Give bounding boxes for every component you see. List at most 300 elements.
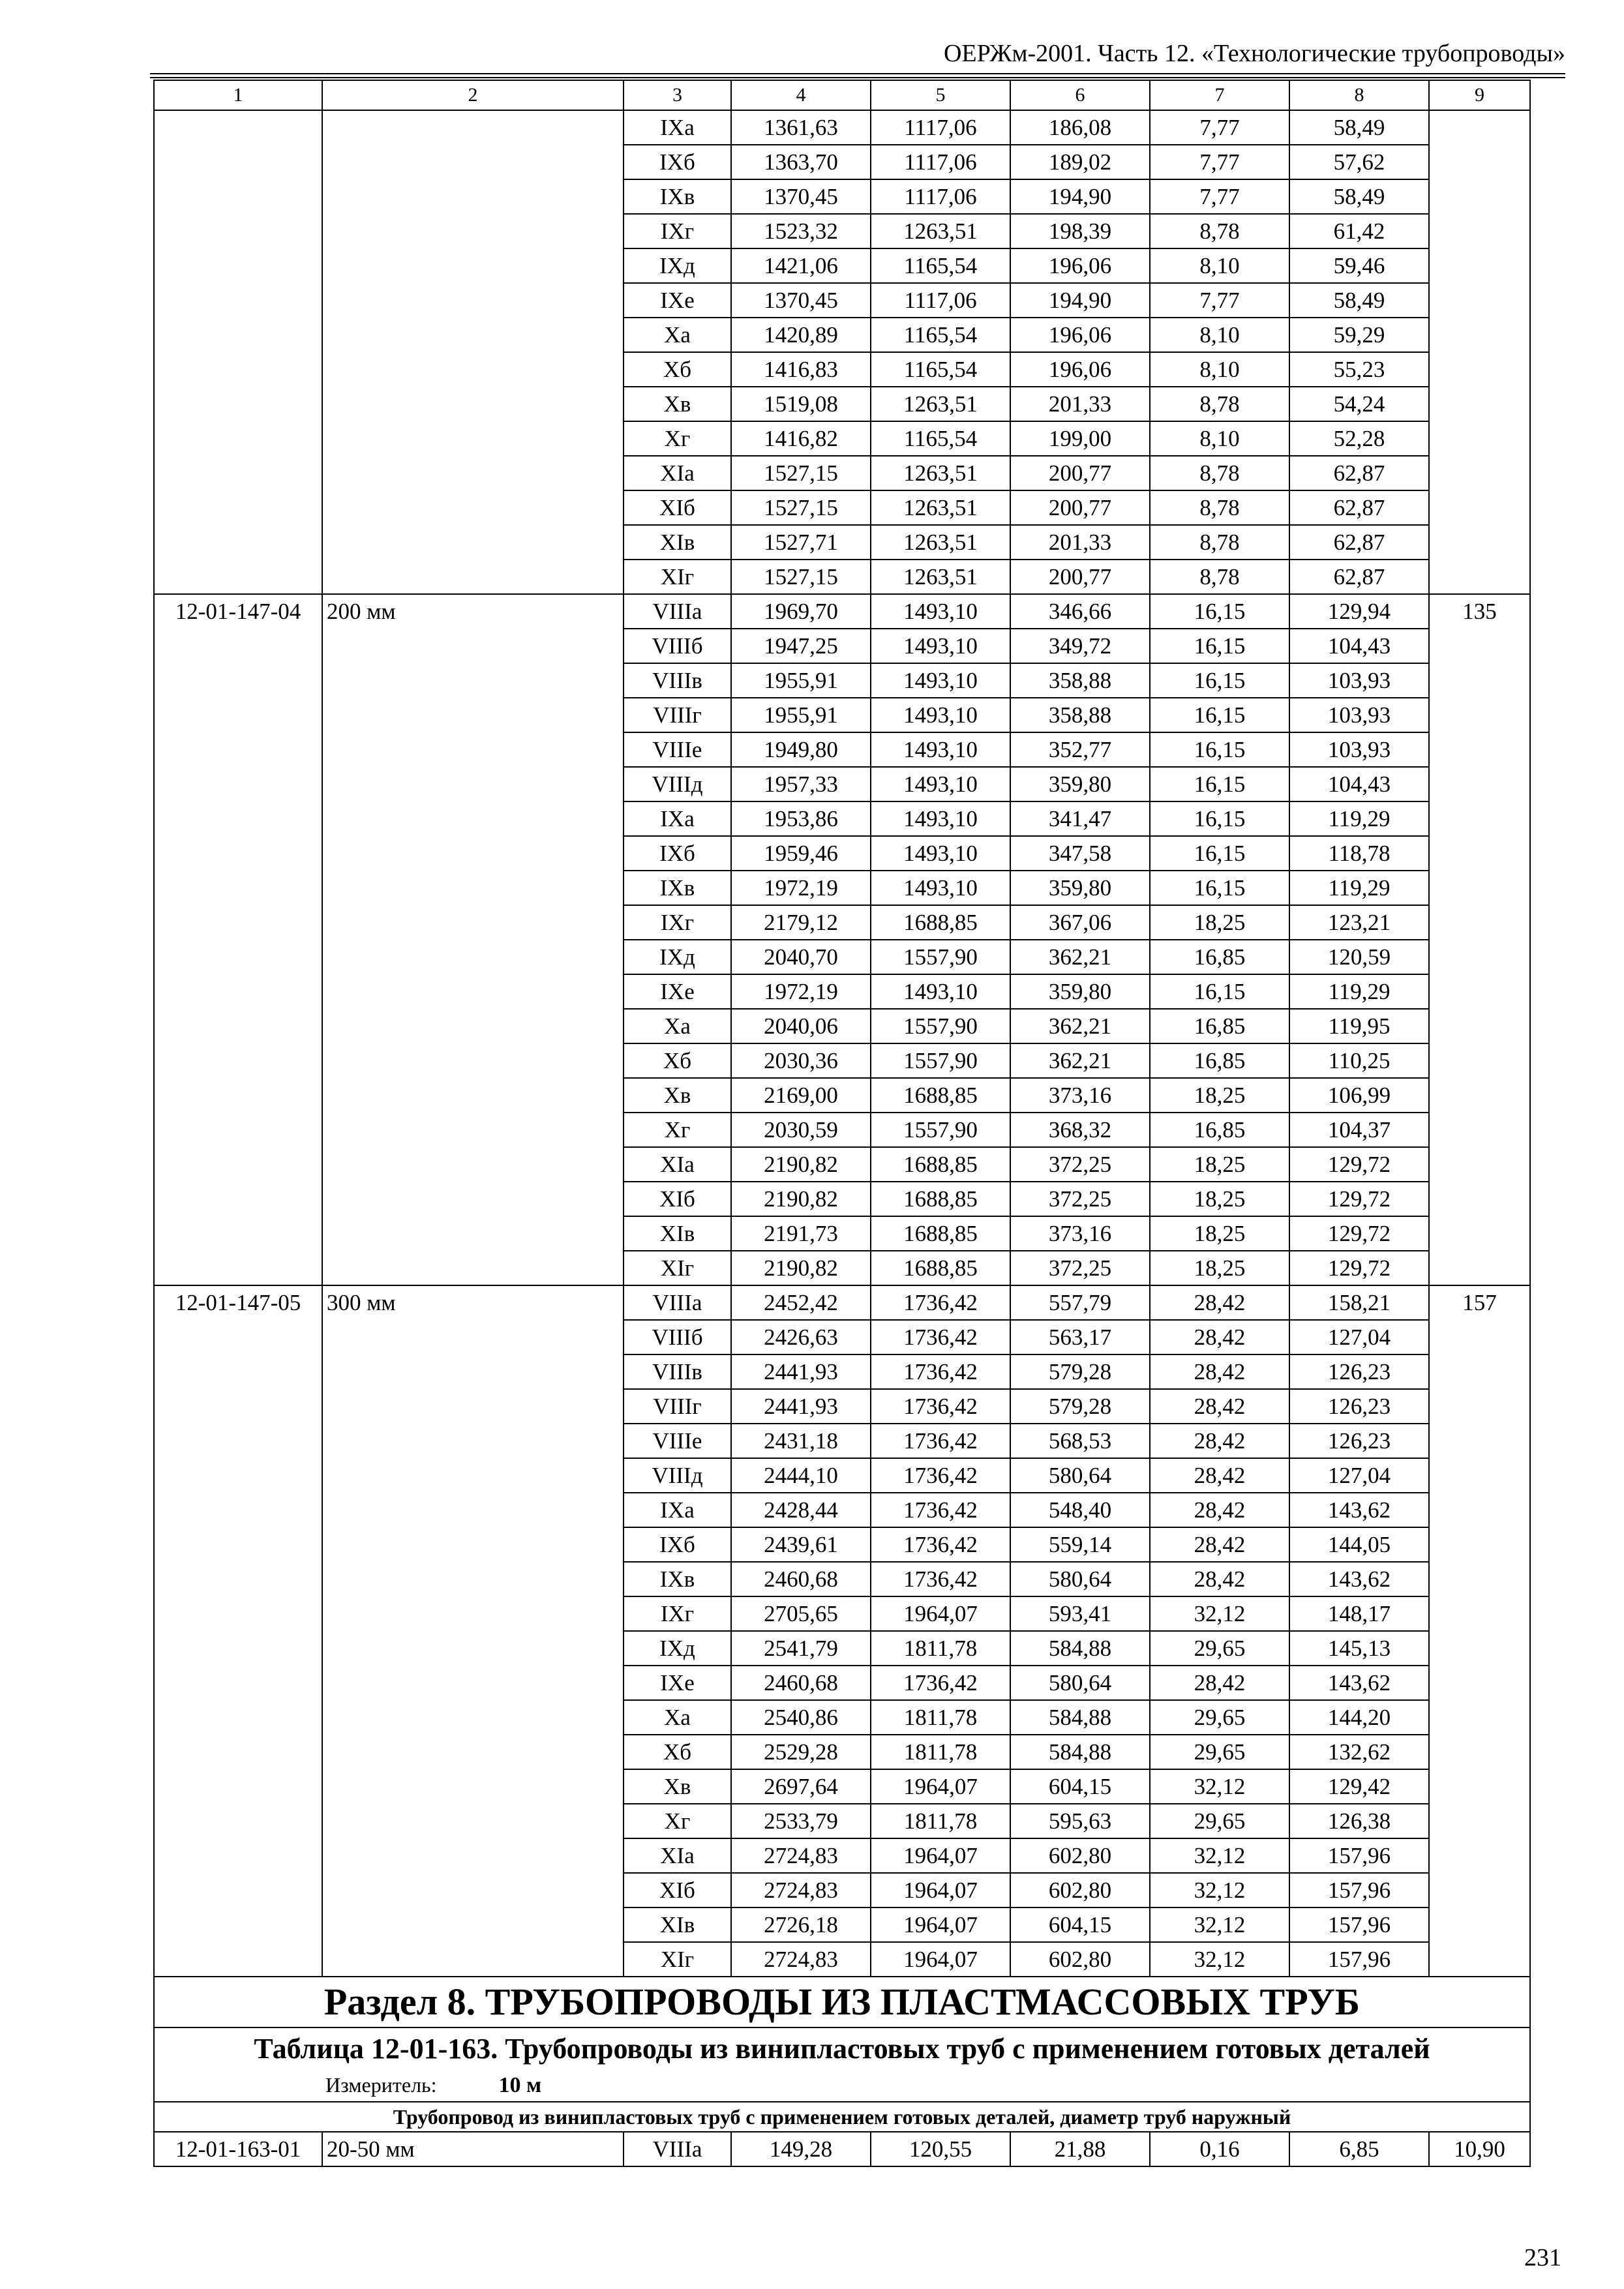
value-cell: 362,21 <box>1010 1043 1150 1078</box>
rate-code: 12-01-163-01 <box>154 2132 322 2166</box>
value-cell: 1263,51 <box>871 560 1010 594</box>
value-cell: 120,59 <box>1289 940 1429 974</box>
value-cell: 196,06 <box>1010 318 1150 352</box>
value-cell: 1165,54 <box>871 421 1010 456</box>
value-cell: 186,08 <box>1010 110 1150 145</box>
value-cell: 62,87 <box>1289 560 1429 594</box>
value-cell: 132,62 <box>1289 1735 1429 1769</box>
value-cell: 352,77 <box>1010 732 1150 767</box>
value-cell: 1493,10 <box>871 732 1010 767</box>
section-title: Раздел 8. ТРУБОПРОВОДЫ ИЗ ПЛАСТМАССОВЫХ ТРУБ <box>154 1977 1530 2027</box>
value-cell: 2190,82 <box>731 1147 871 1182</box>
zone-cell: XIв <box>624 1908 731 1942</box>
value-cell: 359,80 <box>1010 767 1150 801</box>
value-cell: 1165,54 <box>871 352 1010 387</box>
value-cell: 2529,28 <box>731 1735 871 1769</box>
rate-name: 200 мм <box>322 594 624 1285</box>
value-cell: 580,64 <box>1010 1458 1150 1493</box>
value-cell: 2179,12 <box>731 905 871 940</box>
value-cell: 1263,51 <box>871 456 1010 490</box>
value-cell: 1165,54 <box>871 318 1010 352</box>
value-cell: 201,33 <box>1010 387 1150 421</box>
value-cell: 52,28 <box>1289 421 1429 456</box>
value-cell: 129,72 <box>1289 1251 1429 1285</box>
value-cell: 563,17 <box>1010 1320 1150 1354</box>
value-cell: 1688,85 <box>871 1182 1010 1216</box>
value-cell: 2426,63 <box>731 1320 871 1354</box>
value-cell: 2040,06 <box>731 1009 871 1043</box>
value-cell: 1964,07 <box>871 1596 1010 1631</box>
value-cell: 2040,70 <box>731 940 871 974</box>
value-cell: 143,62 <box>1289 1562 1429 1596</box>
value-cell: 1964,07 <box>871 1942 1010 1977</box>
column-number: 1 <box>154 80 322 110</box>
value-cell: 16,15 <box>1150 767 1289 801</box>
value-cell: 1493,10 <box>871 801 1010 836</box>
value-cell: 1363,70 <box>731 145 871 179</box>
value-cell: 341,47 <box>1010 801 1150 836</box>
value-cell: 29,65 <box>1150 1804 1289 1838</box>
value-cell: 126,38 <box>1289 1804 1429 1838</box>
value-cell: 8,78 <box>1150 525 1289 560</box>
zone-cell: XIб <box>624 1873 731 1908</box>
value-cell: 2460,68 <box>731 1666 871 1700</box>
value-cell: 157,96 <box>1289 1838 1429 1873</box>
zone-cell: IXд <box>624 1631 731 1666</box>
zone-cell: IXг <box>624 1596 731 1631</box>
value-cell: 1811,78 <box>871 1700 1010 1735</box>
zone-cell: IXв <box>624 1562 731 1596</box>
value-cell: 359,80 <box>1010 974 1150 1009</box>
column-9-value: 157 <box>1429 1285 1530 1977</box>
value-cell: 2190,82 <box>731 1182 871 1216</box>
value-cell: 149,28 <box>731 2132 871 2166</box>
value-cell: 194,90 <box>1010 179 1150 214</box>
zone-cell: Xб <box>624 1735 731 1769</box>
zone-cell: Xа <box>624 318 731 352</box>
value-cell: 16,15 <box>1150 974 1289 1009</box>
subheading-row <box>154 2102 1530 2132</box>
zone-cell: VIIIб <box>624 629 731 663</box>
value-cell: 579,28 <box>1010 1389 1150 1424</box>
column-9-value: 135 <box>1429 594 1530 1285</box>
value-cell: 1420,89 <box>731 318 871 352</box>
zone-cell: IXг <box>624 214 731 248</box>
value-cell: 199,00 <box>1010 421 1150 456</box>
value-cell: 8,10 <box>1150 352 1289 387</box>
value-cell: 2169,00 <box>731 1078 871 1113</box>
value-cell: 129,72 <box>1289 1182 1429 1216</box>
value-cell: 358,88 <box>1010 698 1150 732</box>
value-cell: 123,21 <box>1289 905 1429 940</box>
value-cell: 1493,10 <box>871 871 1010 905</box>
value-cell: 2724,83 <box>731 1942 871 1977</box>
zone-cell: IXб <box>624 145 731 179</box>
zone-cell: Xа <box>624 1700 731 1735</box>
value-cell: 28,42 <box>1150 1424 1289 1458</box>
zone-cell: VIIIд <box>624 1458 731 1493</box>
value-cell: 1493,10 <box>871 629 1010 663</box>
zone-cell: IXе <box>624 974 731 1009</box>
value-cell: 1972,19 <box>731 871 871 905</box>
value-cell: 104,43 <box>1289 629 1429 663</box>
rate-code: 12-01-147-05 <box>154 1285 322 1977</box>
zone-cell: XIг <box>624 1251 731 1285</box>
value-cell: 1557,90 <box>871 1009 1010 1043</box>
zone-cell: XIв <box>624 1216 731 1251</box>
value-cell: 372,25 <box>1010 1251 1150 1285</box>
value-cell: 1736,42 <box>871 1354 1010 1389</box>
zone-cell: Xа <box>624 1009 731 1043</box>
value-cell: 8,78 <box>1150 214 1289 248</box>
value-cell: 1263,51 <box>871 214 1010 248</box>
value-cell: 143,62 <box>1289 1493 1429 1527</box>
value-cell: 1117,06 <box>871 283 1010 318</box>
value-cell: 2441,93 <box>731 1389 871 1424</box>
value-cell: 604,15 <box>1010 1908 1150 1942</box>
value-cell: 57,62 <box>1289 145 1429 179</box>
value-cell: 16,15 <box>1150 836 1289 871</box>
value-cell: 129,42 <box>1289 1769 1429 1804</box>
value-cell: 29,65 <box>1150 1700 1289 1735</box>
value-cell: 1964,07 <box>871 1908 1010 1942</box>
value-cell: 1736,42 <box>871 1527 1010 1562</box>
value-cell: 1957,33 <box>731 767 871 801</box>
value-cell: 2726,18 <box>731 1908 871 1942</box>
value-cell: 144,05 <box>1289 1527 1429 1562</box>
value-cell: 2441,93 <box>731 1354 871 1389</box>
zone-cell: Xв <box>624 1078 731 1113</box>
value-cell: 1736,42 <box>871 1389 1010 1424</box>
value-cell: 1736,42 <box>871 1424 1010 1458</box>
value-cell: 1688,85 <box>871 1078 1010 1113</box>
value-cell: 1421,06 <box>731 248 871 283</box>
value-cell: 200,77 <box>1010 490 1150 525</box>
value-cell: 106,99 <box>1289 1078 1429 1113</box>
zone-cell: IXв <box>624 871 731 905</box>
value-cell: 62,87 <box>1289 525 1429 560</box>
value-cell: 59,46 <box>1289 248 1429 283</box>
value-cell: 1117,06 <box>871 145 1010 179</box>
column-number: 2 <box>322 80 624 110</box>
value-cell: 362,21 <box>1010 940 1150 974</box>
zone-cell: VIIIв <box>624 1354 731 1389</box>
value-cell: 18,25 <box>1150 1078 1289 1113</box>
zone-cell: XIг <box>624 1942 731 1977</box>
value-cell: 119,29 <box>1289 974 1429 1009</box>
value-cell: 1370,45 <box>731 179 871 214</box>
value-cell: 127,04 <box>1289 1458 1429 1493</box>
value-cell: 200,77 <box>1010 456 1150 490</box>
value-cell: 32,12 <box>1150 1596 1289 1631</box>
value-cell: 1493,10 <box>871 974 1010 1009</box>
column-number: 6 <box>1010 80 1150 110</box>
value-cell: 126,23 <box>1289 1424 1429 1458</box>
zone-cell: IXе <box>624 1666 731 1700</box>
value-cell: 32,12 <box>1150 1873 1289 1908</box>
value-cell: 126,23 <box>1289 1354 1429 1389</box>
value-cell: 8,78 <box>1150 490 1289 525</box>
table-row <box>154 594 1530 629</box>
value-cell: 126,23 <box>1289 1389 1429 1424</box>
value-cell: 568,53 <box>1010 1424 1150 1458</box>
zone-cell: IXг <box>624 905 731 940</box>
value-cell: 16,15 <box>1150 732 1289 767</box>
value-cell: 2540,86 <box>731 1700 871 1735</box>
value-cell: 54,24 <box>1289 387 1429 421</box>
value-cell: 1969,70 <box>731 594 871 629</box>
value-cell: 129,72 <box>1289 1216 1429 1251</box>
value-cell: 10,90 <box>1429 2132 1530 2166</box>
value-cell: 18,25 <box>1150 1147 1289 1182</box>
value-cell: 373,16 <box>1010 1078 1150 1113</box>
zone-cell: VIIIа <box>624 1285 731 1320</box>
rate-code: 12-01-147-04 <box>154 594 322 1285</box>
section-row <box>154 1977 1530 2027</box>
value-cell: 157,96 <box>1289 1942 1429 1977</box>
value-cell: 7,77 <box>1150 283 1289 318</box>
value-cell: 129,72 <box>1289 1147 1429 1182</box>
value-cell: 62,87 <box>1289 490 1429 525</box>
zone-cell: VIIIг <box>624 1389 731 1424</box>
value-cell: 143,62 <box>1289 1666 1429 1700</box>
value-cell: 373,16 <box>1010 1216 1150 1251</box>
value-cell: 120,55 <box>871 2132 1010 2166</box>
value-cell: 145,13 <box>1289 1631 1429 1666</box>
table-row <box>154 110 1530 145</box>
value-cell: 58,49 <box>1289 110 1429 145</box>
value-cell: 104,37 <box>1289 1113 1429 1147</box>
value-cell: 2428,44 <box>731 1493 871 1527</box>
value-cell: 1519,08 <box>731 387 871 421</box>
value-cell: 1493,10 <box>871 767 1010 801</box>
value-cell: 368,32 <box>1010 1113 1150 1147</box>
table-subheading: Трубопровод из винипластовых труб с применением готовых деталей, диаметр труб наружный <box>154 2102 1530 2132</box>
value-cell: 359,80 <box>1010 871 1150 905</box>
page-number: 231 <box>1524 2244 1561 2271</box>
column-number: 7 <box>1150 80 1289 110</box>
value-cell: 28,42 <box>1150 1285 1289 1320</box>
value-cell: 372,25 <box>1010 1182 1150 1216</box>
value-cell: 7,77 <box>1150 110 1289 145</box>
value-cell: 1493,10 <box>871 663 1010 698</box>
column-number: 3 <box>624 80 731 110</box>
zone-cell: VIIIд <box>624 767 731 801</box>
value-cell: 2460,68 <box>731 1562 871 1596</box>
value-cell: 18,25 <box>1150 905 1289 940</box>
column-number: 8 <box>1289 80 1429 110</box>
value-cell: 2431,18 <box>731 1424 871 1458</box>
value-cell: 7,77 <box>1150 145 1289 179</box>
value-cell: 201,33 <box>1010 525 1150 560</box>
value-cell: 16,15 <box>1150 594 1289 629</box>
value-cell: 55,23 <box>1289 352 1429 387</box>
zone-cell: Xг <box>624 421 731 456</box>
value-cell: 1527,15 <box>731 560 871 594</box>
value-cell: 362,21 <box>1010 1009 1150 1043</box>
zone-cell: VIIIе <box>624 732 731 767</box>
value-cell: 602,80 <box>1010 1873 1150 1908</box>
zone-cell: VIIIг <box>624 698 731 732</box>
value-cell: 2190,82 <box>731 1251 871 1285</box>
value-cell: 58,49 <box>1289 179 1429 214</box>
zone-cell: Xв <box>624 387 731 421</box>
value-cell: 28,42 <box>1150 1320 1289 1354</box>
value-cell: 1117,06 <box>871 179 1010 214</box>
value-cell: 1972,19 <box>731 974 871 1009</box>
value-cell: VIIIа <box>624 2132 731 2166</box>
value-cell: 580,64 <box>1010 1562 1150 1596</box>
value-cell: 372,25 <box>1010 1147 1150 1182</box>
value-cell: 1955,91 <box>731 698 871 732</box>
value-cell: 1964,07 <box>871 1838 1010 1873</box>
value-cell: 16,85 <box>1150 1113 1289 1147</box>
value-cell: 1811,78 <box>871 1735 1010 1769</box>
value-cell: 1557,90 <box>871 1113 1010 1147</box>
value-cell: 194,90 <box>1010 283 1150 318</box>
zone-cell: Xг <box>624 1804 731 1838</box>
value-cell: 16,15 <box>1150 629 1289 663</box>
value-cell: 119,29 <box>1289 801 1429 836</box>
value-cell: 16,15 <box>1150 801 1289 836</box>
column-number: 5 <box>871 80 1010 110</box>
value-cell: 103,93 <box>1289 663 1429 698</box>
value-cell: 2724,83 <box>731 1873 871 1908</box>
value-cell: 8,78 <box>1150 456 1289 490</box>
value-cell: 1361,63 <box>731 110 871 145</box>
value-cell: 1557,90 <box>871 940 1010 974</box>
value-cell: 2191,73 <box>731 1216 871 1251</box>
value-cell: 157,96 <box>1289 1873 1429 1908</box>
value-cell: 32,12 <box>1150 1942 1289 1977</box>
value-cell: 1493,10 <box>871 698 1010 732</box>
value-cell: 1263,51 <box>871 387 1010 421</box>
value-cell: 595,63 <box>1010 1804 1150 1838</box>
zone-cell: IXб <box>624 836 731 871</box>
zone-cell: XIб <box>624 1182 731 1216</box>
value-cell: 32,12 <box>1150 1838 1289 1873</box>
value-cell: 32,12 <box>1150 1908 1289 1942</box>
value-cell: 1370,45 <box>731 283 871 318</box>
value-cell: 1964,07 <box>871 1769 1010 1804</box>
value-cell: 2030,59 <box>731 1113 871 1147</box>
value-cell: 1416,82 <box>731 421 871 456</box>
value-cell: 119,29 <box>1289 871 1429 905</box>
value-cell: 16,15 <box>1150 698 1289 732</box>
value-cell: 16,85 <box>1150 1043 1289 1078</box>
value-cell: 103,93 <box>1289 698 1429 732</box>
column-number: 4 <box>731 80 871 110</box>
zone-cell: XIа <box>624 456 731 490</box>
value-cell: 2030,36 <box>731 1043 871 1078</box>
value-cell: 557,79 <box>1010 1285 1150 1320</box>
value-cell: 8,10 <box>1150 421 1289 456</box>
value-cell: 584,88 <box>1010 1735 1150 1769</box>
value-cell: 18,25 <box>1150 1216 1289 1251</box>
value-cell: 2697,64 <box>731 1769 871 1804</box>
value-cell: 127,04 <box>1289 1320 1429 1354</box>
zone-cell: Xб <box>624 1043 731 1078</box>
value-cell: 1527,15 <box>731 456 871 490</box>
value-cell: 1263,51 <box>871 490 1010 525</box>
value-cell: 1811,78 <box>871 1631 1010 1666</box>
zone-cell: Xг <box>624 1113 731 1147</box>
value-cell: 1736,42 <box>871 1493 1010 1527</box>
value-cell: 1416,83 <box>731 352 871 387</box>
value-cell: 349,72 <box>1010 629 1150 663</box>
unit-row <box>154 2070 1530 2102</box>
unit-label: Измеритель: <box>325 2073 437 2097</box>
value-cell: 58,49 <box>1289 283 1429 318</box>
zone-cell: VIIIв <box>624 663 731 698</box>
value-cell: 8,78 <box>1150 387 1289 421</box>
unit-value: 10 м <box>498 2073 542 2097</box>
value-cell: 29,65 <box>1150 1631 1289 1666</box>
zone-cell: VIIIб <box>624 1320 731 1354</box>
zone-cell: XIг <box>624 560 731 594</box>
value-cell: 8,10 <box>1150 248 1289 283</box>
value-cell: 196,06 <box>1010 248 1150 283</box>
value-cell: 8,10 <box>1150 318 1289 352</box>
value-cell: 579,28 <box>1010 1354 1150 1389</box>
value-cell: 16,85 <box>1150 940 1289 974</box>
value-cell: 129,94 <box>1289 594 1429 629</box>
value-cell: 1736,42 <box>871 1666 1010 1700</box>
value-cell: 1811,78 <box>871 1804 1010 1838</box>
value-cell: 584,88 <box>1010 1631 1150 1666</box>
value-cell: 28,42 <box>1150 1527 1289 1562</box>
rate-code <box>154 110 322 594</box>
value-cell: 1165,54 <box>871 248 1010 283</box>
zone-cell: IXд <box>624 940 731 974</box>
value-cell: 367,06 <box>1010 905 1150 940</box>
value-cell: 28,42 <box>1150 1354 1289 1389</box>
value-cell: 28,42 <box>1150 1562 1289 1596</box>
zone-cell: VIIIе <box>624 1424 731 1458</box>
value-cell: 1736,42 <box>871 1458 1010 1493</box>
price-table <box>153 80 1531 2167</box>
value-cell: 18,25 <box>1150 1182 1289 1216</box>
value-cell: 1736,42 <box>871 1285 1010 1320</box>
value-cell: 2439,61 <box>731 1527 871 1562</box>
zone-cell: IXд <box>624 248 731 283</box>
value-cell: 6,85 <box>1289 2132 1429 2166</box>
value-cell: 1736,42 <box>871 1562 1010 1596</box>
value-cell: 2724,83 <box>731 1838 871 1873</box>
column-number-row <box>154 80 1530 110</box>
value-cell: 347,58 <box>1010 836 1150 871</box>
value-cell: 158,21 <box>1289 1285 1429 1320</box>
value-cell: 18,25 <box>1150 1251 1289 1285</box>
value-cell: 62,87 <box>1289 456 1429 490</box>
value-cell: 593,41 <box>1010 1596 1150 1631</box>
zone-cell: IXа <box>624 110 731 145</box>
value-cell: 1688,85 <box>871 1216 1010 1251</box>
value-cell: 1949,80 <box>731 732 871 767</box>
value-cell: 2533,79 <box>731 1804 871 1838</box>
value-cell: 104,43 <box>1289 767 1429 801</box>
zone-cell: VIIIа <box>624 594 731 629</box>
value-cell: 200,77 <box>1010 560 1150 594</box>
zone-cell: XIа <box>624 1147 731 1182</box>
value-cell: 2444,10 <box>731 1458 871 1493</box>
value-cell: 0,16 <box>1150 2132 1289 2166</box>
value-cell: 144,20 <box>1289 1700 1429 1735</box>
value-cell: 7,77 <box>1150 179 1289 214</box>
value-cell: 584,88 <box>1010 1700 1150 1735</box>
value-cell: 1688,85 <box>871 1147 1010 1182</box>
value-cell: 1493,10 <box>871 594 1010 629</box>
